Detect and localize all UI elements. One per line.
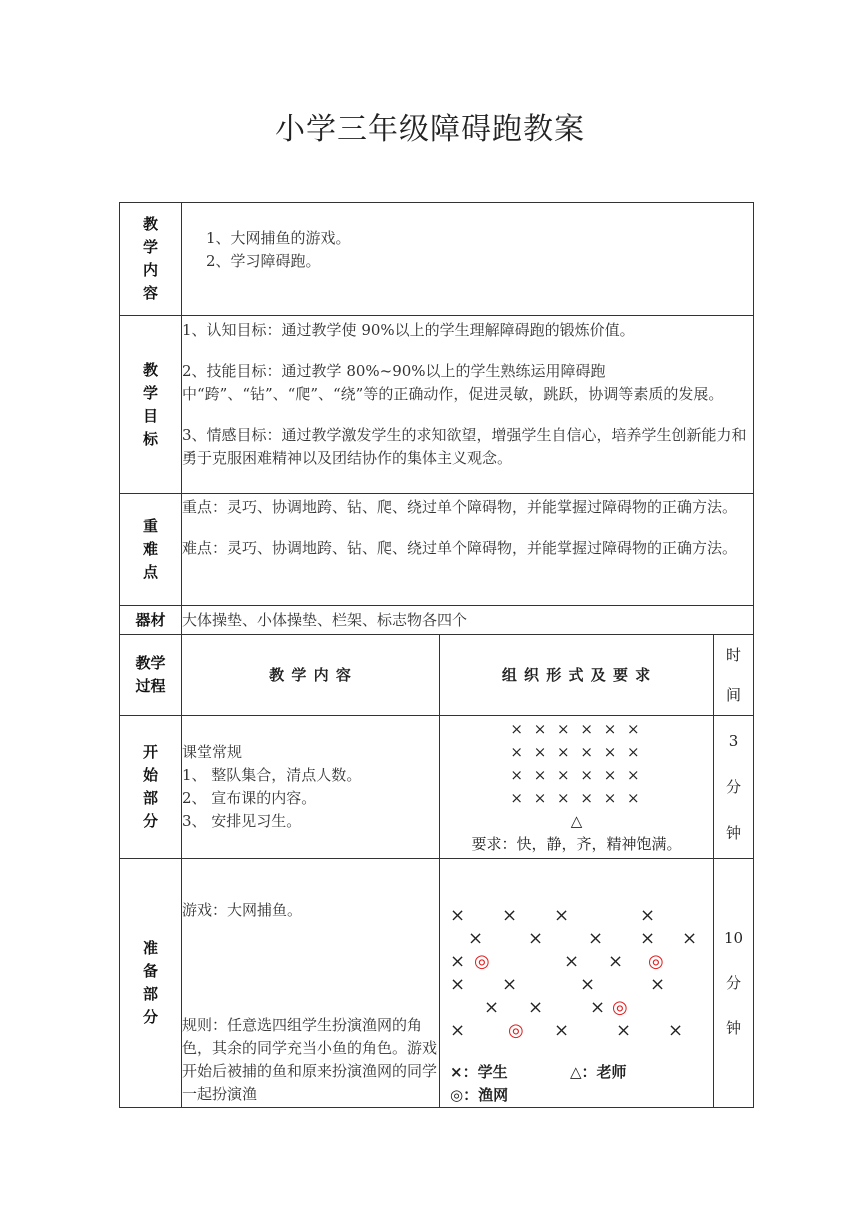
game-title: 游戏：大网捕鱼。 bbox=[182, 901, 303, 919]
legend-net: ◎：渔网 bbox=[450, 1086, 509, 1104]
row-teaching-goals bbox=[120, 316, 754, 494]
formation-row: × × × × × × bbox=[510, 766, 643, 784]
row-key-points bbox=[120, 494, 754, 606]
student-icon: × bbox=[528, 997, 544, 1018]
equipment-text: 大体操垫、小体操垫、栏架、标志物各四个 bbox=[182, 606, 754, 635]
student-icon: × bbox=[450, 905, 466, 926]
row-prep-part bbox=[120, 859, 754, 1108]
header-organization: 组 织 形 式 及 要 求 bbox=[440, 635, 714, 716]
key-points-text bbox=[182, 494, 754, 606]
label-start-part: 开 始 部 分 bbox=[120, 716, 182, 859]
label-teaching-content: 教 学 内 容 bbox=[120, 203, 182, 316]
routine-item: 2、 宣布课的内容。 bbox=[182, 789, 317, 807]
net-icon: ◎ bbox=[612, 997, 628, 1018]
student-icon: × bbox=[502, 905, 518, 926]
student-icon: × bbox=[588, 928, 604, 949]
start-part-content bbox=[182, 716, 440, 859]
student-icon: × bbox=[468, 928, 484, 949]
row-teaching-content bbox=[120, 203, 754, 316]
teaching-goals-text bbox=[182, 316, 754, 494]
student-icon: × bbox=[640, 905, 656, 926]
label-equipment: 器材 bbox=[120, 606, 182, 635]
header-content: 教 学 内 容 bbox=[182, 635, 440, 716]
student-icon: × bbox=[580, 974, 596, 995]
row-equipment bbox=[120, 606, 754, 635]
student-icon: × bbox=[484, 997, 500, 1018]
prep-formation bbox=[440, 859, 714, 1108]
student-icon: × bbox=[608, 951, 624, 972]
student-icon: × bbox=[682, 928, 698, 949]
formation-row: × × × × × × bbox=[510, 789, 643, 807]
student-icon: × bbox=[502, 974, 518, 995]
net-icon: ◎ bbox=[648, 951, 664, 972]
student-icon: × bbox=[450, 974, 466, 995]
formation-row: × × × × × × bbox=[510, 720, 643, 738]
goal-affective: 3、情感目标：通过教学激发学生的求知欲望，增强学生自信心，培养学生创新能力和勇于克服困难精神以及团结协作的集体主义观念。 bbox=[182, 426, 747, 467]
goal-cognitive: 1、认知目标：通过教学使 90%以上的学生理解障碍跑的锻炼价值。 bbox=[182, 321, 635, 339]
page-title: 小学三年级障碍跑教案 bbox=[275, 112, 585, 147]
start-formation bbox=[440, 716, 714, 859]
difficult-point: 难点：灵巧、协调地跨、钻、爬、绕过单个障碍物，并能掌握过障碍物的正确方法。 bbox=[182, 539, 738, 557]
content-item: 2、学习障碍跑。 bbox=[206, 252, 321, 270]
student-icon: × bbox=[528, 928, 544, 949]
teaching-content-text bbox=[182, 203, 754, 316]
student-icon: × bbox=[650, 974, 666, 995]
legend-teacher: △：老师 bbox=[570, 1063, 627, 1081]
routine-item: 1、 整队集合，清点人数。 bbox=[182, 766, 362, 784]
label-teaching-process: 教学 过程 bbox=[120, 635, 182, 716]
student-icon: × bbox=[564, 951, 580, 972]
header-time: 时 间 bbox=[714, 635, 754, 716]
label-key-points: 重 难 点 bbox=[120, 494, 182, 606]
net-icon: ◎ bbox=[474, 951, 490, 972]
game-rules: 规则：任意选四组学生扮演渔网的角色，其余的同学充当小鱼的角色。游戏开始后被捕的鱼和原来扮演渔网的同学一起扮演渔 bbox=[182, 1016, 438, 1103]
lesson-plan-table bbox=[119, 202, 754, 1108]
row-start-part bbox=[120, 716, 754, 859]
label-prep-part: 准 备 部 分 bbox=[120, 859, 182, 1108]
start-requirement: 要求：快，静，齐，精神饱满。 bbox=[471, 835, 682, 853]
net-icon: ◎ bbox=[508, 1020, 524, 1041]
prep-time: 10 分 钟 bbox=[714, 859, 754, 1108]
student-icon: × bbox=[554, 905, 570, 926]
start-time: 3 分 钟 bbox=[714, 716, 754, 859]
student-icon: × bbox=[616, 1020, 632, 1041]
student-icon: × bbox=[590, 997, 606, 1018]
key-point: 重点：灵巧、协调地跨、钻、爬、绕过单个障碍物，并能掌握过障碍物的正确方法。 bbox=[182, 498, 738, 516]
student-icon: × bbox=[450, 951, 466, 972]
teacher-triangle-icon: △ bbox=[570, 812, 583, 830]
student-icon: × bbox=[640, 928, 656, 949]
prep-part-content bbox=[182, 859, 440, 1108]
student-icon: × bbox=[450, 1020, 466, 1041]
routine-title: 课堂常规 bbox=[182, 743, 243, 761]
fishing-net-diagram bbox=[440, 859, 713, 1107]
student-icon: × bbox=[554, 1020, 570, 1041]
row-process-header bbox=[120, 635, 754, 716]
content-item: 1、大网捕鱼的游戏。 bbox=[206, 229, 351, 247]
label-teaching-goals: 教 学 目 标 bbox=[120, 316, 182, 494]
routine-item: 3、 安排见习生。 bbox=[182, 812, 302, 830]
formation-row: × × × × × × bbox=[510, 743, 643, 761]
student-icon: × bbox=[668, 1020, 684, 1041]
goal-skill: 2、技能目标：通过教学 80%~90%以上的学生熟练运用障碍跑中“跨”、“钻”、“爬”、“绕”等的正确动作，促进灵敏，跳跃，协调等素质的发展。 bbox=[182, 362, 724, 403]
legend-student: ×：学生 bbox=[450, 1063, 508, 1081]
